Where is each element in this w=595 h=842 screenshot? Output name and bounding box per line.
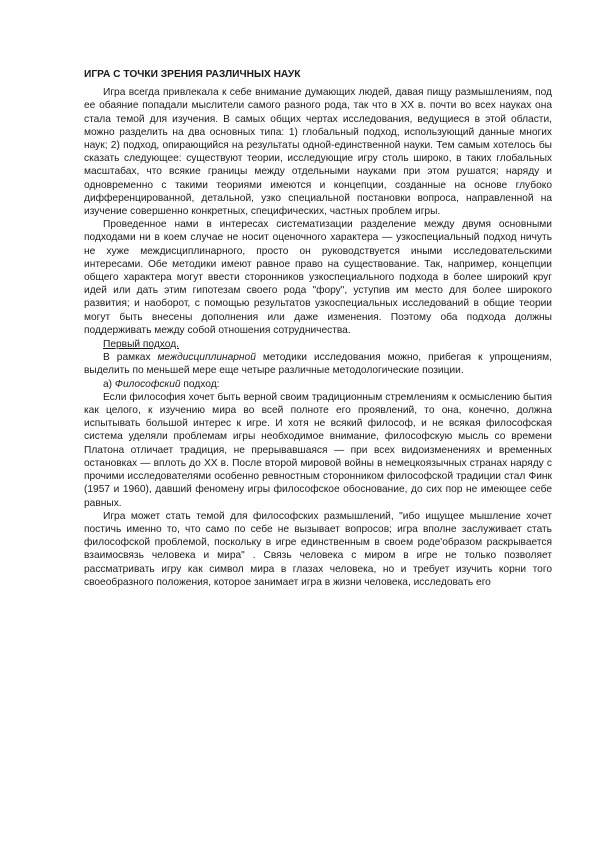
- subheading-prefix: а): [103, 378, 115, 390]
- paragraph-3-rest: методики исследования можно, прибегая к упрощениям, выделить по меньшей мере еще четыре различные методологические позиции.: [84, 352, 552, 377]
- section-heading-first-approach: Первый подход.: [103, 339, 180, 351]
- subheading-philosophical: [84, 378, 552, 391]
- paragraph-3-lead: В рамках: [103, 352, 158, 364]
- paragraph-2: Проведенное нами в интересах систематизации разделение между двумя основными подходами ни в коем случае не носит оценочного характера — узкоспециальный подход ничуть не хуже междисциплинарного, просто он руководствуется иными исследовательскими интересами. Обе методики имеют равное право на существование. Так, например, концепции общего характера могут ввести сторонников узкоспециального подхода в более широкий круг идей или дать этим гипотезам своего рода "фору", уступив им место для более широкого развития; и наоборот, с помощью результатов узкоспециальных исследований в общие теории могут быть внесены дополнения или даже изменения. Поэтому оба подхода должны поддерживать между собой отношения сотрудничества.: [84, 219, 552, 336]
- paragraph-4: Если философия хочет быть верной своим традиционным стремлениям к осмыслению бытия как целого, к изучению мира во всей полноте его проявлений, то она, конечно, должна испытывать большой интерес к игре. И хотя не всякий философ, и не всякая философская система уделяли проблемам игры необходимое внимание, философскую мысль со времени Платона отличает традиция, не прерывавшаяся — при всех видоизменениях и временных остановках — вплоть до XX в. После второй мировой войны в немецкоязычных странах наряду с прочими исследователями особенно ревностным сторонником философской традиции стал Финк (1957 и 1960), давший феномену игры философское обоснование, до сих пор не имеющее себе равных.: [84, 391, 552, 509]
- paragraph-5: Игра может стать темой для философских размышлений, "ибо ищущее мышление хочет постичь именно то, что само по себе не вызывает вопросов; игра вполне заслуживает стать философской проблемой, поскольку в игре единственным в своем роде'образом раскрывается взаимосвязь человека и мира" . Связь человека с миром в игре не только позволяет рассматривать игру как символ мира в глазах человека, но и требует изучить корни того своеобразного положения, которое занимает игра в жизни человека, исследовать его: [84, 510, 552, 588]
- document-title: ИГРА С ТОЧКИ ЗРЕНИЯ РАЗЛИЧНЫХ НАУК: [84, 69, 301, 80]
- document-body: [84, 68, 552, 589]
- subheading-suffix: подход:: [180, 378, 220, 390]
- subheading-emphasis: Философский: [114, 378, 181, 390]
- paragraph-3-emphasis: междисциплинарной: [157, 352, 256, 364]
- paragraph-1: Игра всегда привлекала к себе внимание думающих людей, давая пищу размышлениям, под ее обаяние попадали мыслители самого разного рода, так что в XX в. почти во всех науках она стала темой для изучения. В самых общих чертах исследования, ведущиеся в этой области, можно разделить на два основных типа: 1) глобальный подход, использующий данные многих наук; 2) подход, опирающийся на результаты одной-единственной науки. Тем самым хотелось бы сказать следующее: существуют теории, исследующие игру столь широко, в таких глобальных масштабах, что всякие границы между отдельными науками при этом рушатся; наряду и одновременно с такими теориями имеются и концепции, созданные на основе глубоко дифференцированной, детальной, узко специальной постановки вопроса, направленной на изучение совершенно конкретных, специфических, частных проблем игры.: [84, 87, 552, 218]
- paragraph-3: [84, 351, 552, 377]
